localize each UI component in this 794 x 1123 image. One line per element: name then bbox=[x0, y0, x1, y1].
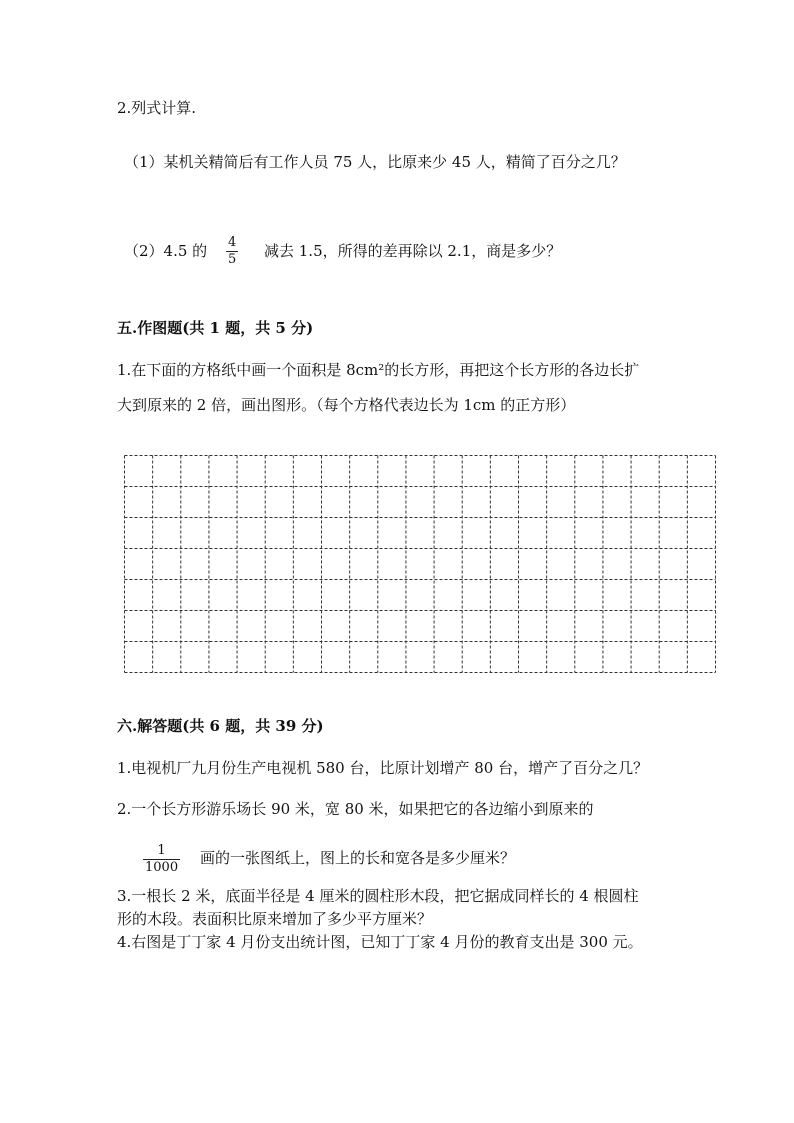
answer-question-3-line-1: 3.一根长 2 米，底面半径是 4 厘米的圆柱形木段，把它据成同样长的 4 根圆柱 bbox=[117, 887, 639, 905]
fraction-denominator: 1000 bbox=[145, 860, 179, 875]
section-5-heading: 五.作图题(共 1 题，共 5 分) bbox=[117, 319, 314, 337]
drawing-question-line-2: 大到原来的 2 倍，画出图形。（每个方格代表边长为 1cm 的正方形） bbox=[117, 396, 576, 414]
fraction-numerator: 4 bbox=[228, 235, 237, 250]
question-2-part-2-prefix: （2）4.5 的 bbox=[124, 242, 208, 260]
answer-question-2-line-1: 2.一个长方形游乐场长 90 米，宽 80 米，如果把它的各边缩小到原来的 bbox=[117, 800, 594, 818]
answer-question-4: 4.右图是丁丁家 4 月份支出统计图，已知丁丁家 4 月份的教育支出是 300 元。 bbox=[117, 933, 643, 951]
fraction-denominator: 5 bbox=[228, 252, 237, 267]
fraction-one-thousandth bbox=[143, 844, 180, 875]
question-2-title: 2.列式计算. bbox=[117, 99, 197, 117]
square-grid-paper bbox=[124, 455, 716, 673]
question-2-part-1: （1）某机关精简后有工作人员 75 人，比原来少 45 人，精简了百分之几？ bbox=[124, 153, 626, 171]
fraction-numerator: 1 bbox=[157, 843, 166, 858]
answer-question-3-line-2: 形的木段。表面积比原来增加了多少平方厘米？ bbox=[117, 910, 433, 928]
answer-question-2-line-2: 画的一张图纸上，图上的长和宽各是多少厘米？ bbox=[200, 849, 516, 867]
section-6-heading: 六.解答题(共 6 题，共 39 分) bbox=[117, 717, 324, 735]
answer-question-1: 1.电视机厂九月份生产电视机 580 台，比原计划增产 80 台，增产了百分之几？ bbox=[117, 759, 649, 777]
question-2-part-2-suffix: 减去 1.5，所得的差再除以 2.1，商是多少？ bbox=[264, 242, 562, 260]
drawing-question-line-1: 1.在下面的方格纸中画一个面积是 8cm²的长方形，再把这个长方形的各边长扩 bbox=[117, 361, 640, 379]
fraction-four-fifths bbox=[226, 236, 238, 267]
